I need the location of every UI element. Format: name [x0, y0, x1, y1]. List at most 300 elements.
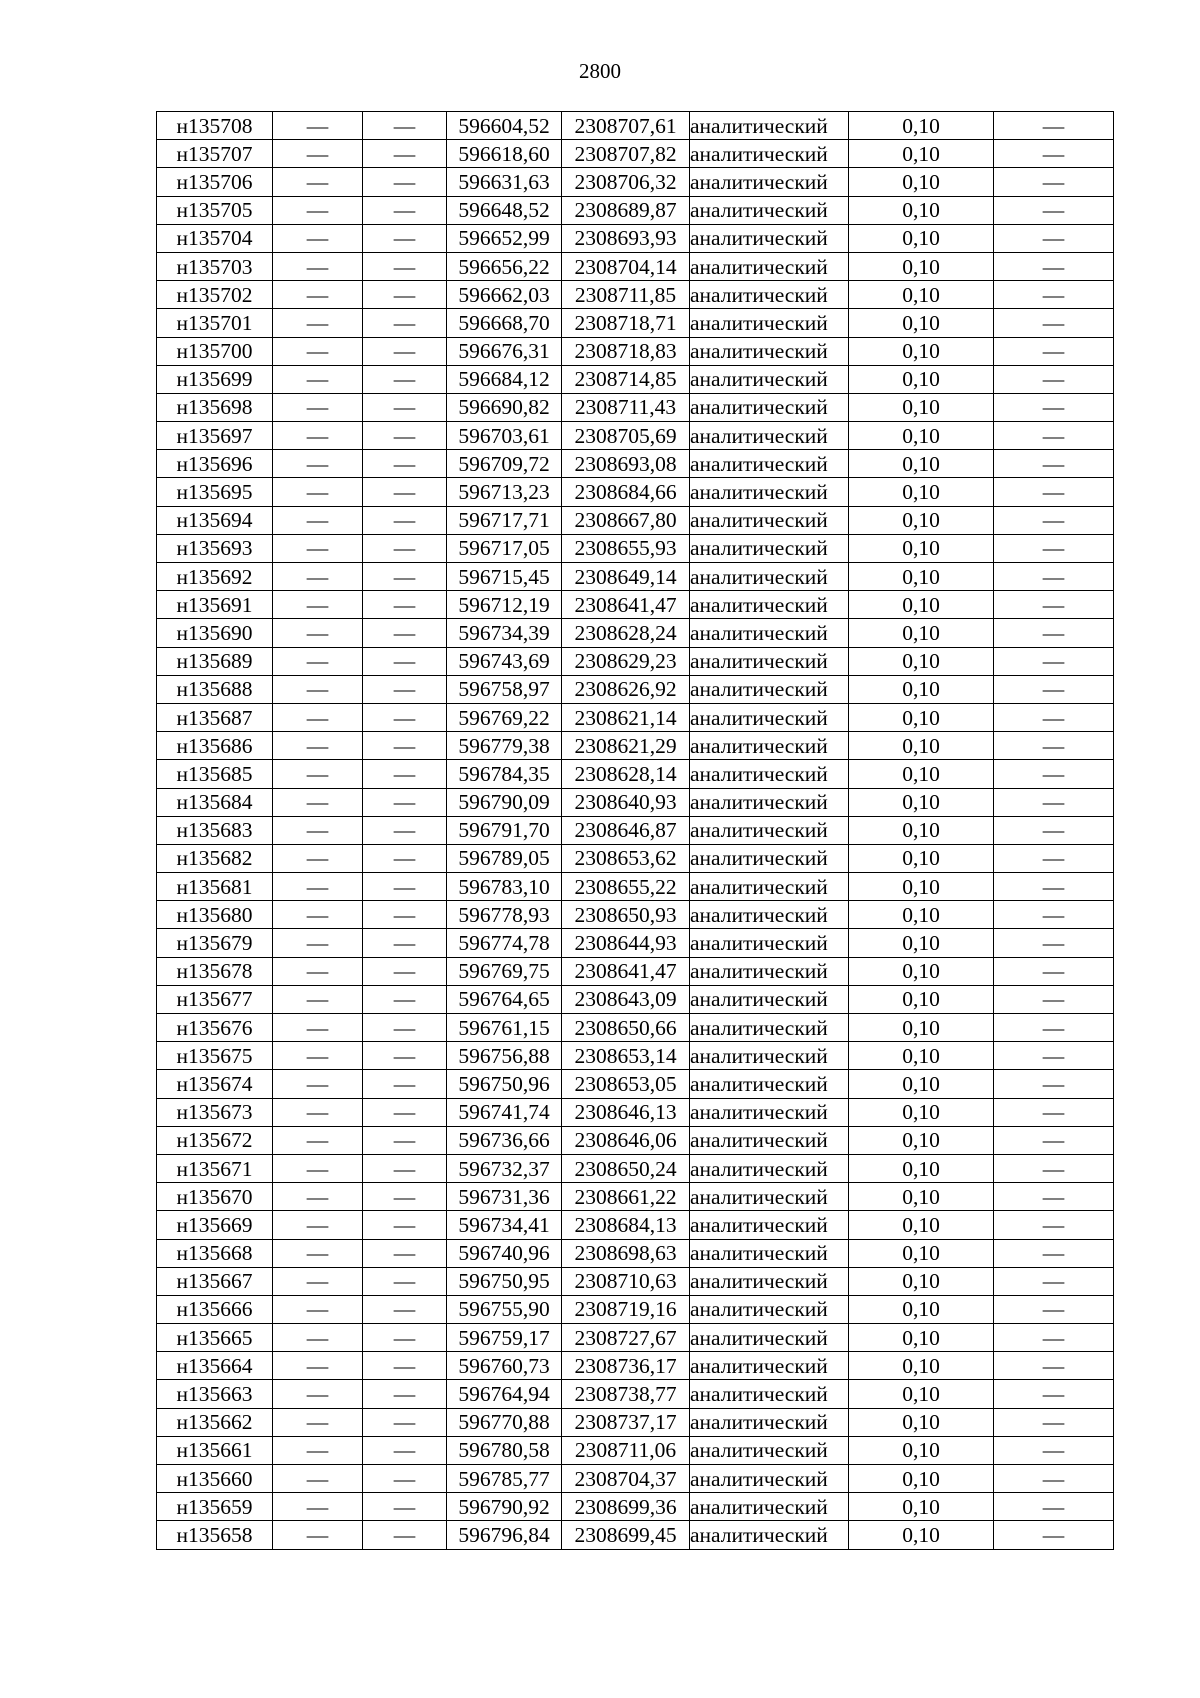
table-row — [157, 1098, 1114, 1126]
point-id-cell: н135692 — [157, 563, 273, 591]
y-coordinate-cell: 2308643,09 — [562, 985, 690, 1013]
x-coordinate-cell: 596684,12 — [447, 365, 562, 393]
dash-cell: — — [994, 1183, 1114, 1211]
y-coordinate-cell: 2308646,06 — [562, 1126, 690, 1154]
table-row — [157, 732, 1114, 760]
table-row — [157, 675, 1114, 703]
dash-cell: — — [994, 957, 1114, 985]
point-id-cell: н135706 — [157, 168, 273, 196]
dash-cell: — — [363, 252, 447, 280]
y-coordinate-cell: 2308653,05 — [562, 1070, 690, 1098]
dash-cell: — — [273, 1211, 363, 1239]
point-id-cell: н135705 — [157, 196, 273, 224]
x-coordinate-cell: 596750,95 — [447, 1267, 562, 1295]
point-id-cell: н135677 — [157, 985, 273, 1013]
accuracy-cell: 0,10 — [849, 788, 994, 816]
dash-cell: — — [363, 196, 447, 224]
table-row — [157, 196, 1114, 224]
x-coordinate-cell: 596743,69 — [447, 647, 562, 675]
dash-cell: — — [363, 703, 447, 731]
point-id-cell: н135695 — [157, 478, 273, 506]
x-coordinate-cell: 596779,38 — [447, 732, 562, 760]
x-coordinate-cell: 596764,94 — [447, 1380, 562, 1408]
dash-cell: — — [363, 1098, 447, 1126]
x-coordinate-cell: 596774,78 — [447, 929, 562, 957]
point-id-cell: н135683 — [157, 816, 273, 844]
y-coordinate-cell: 2308718,71 — [562, 309, 690, 337]
dash-cell: — — [363, 112, 447, 140]
dash-cell: — — [994, 1126, 1114, 1154]
dash-cell: — — [363, 168, 447, 196]
dash-cell: — — [994, 1493, 1114, 1521]
dash-cell: — — [273, 1324, 363, 1352]
y-coordinate-cell: 2308711,43 — [562, 393, 690, 421]
dash-cell: — — [273, 252, 363, 280]
accuracy-cell: 0,10 — [849, 196, 994, 224]
method-cell: аналитический — [690, 760, 849, 788]
point-id-cell: н135672 — [157, 1126, 273, 1154]
y-coordinate-cell: 2308650,93 — [562, 901, 690, 929]
dash-cell: — — [994, 591, 1114, 619]
x-coordinate-cell: 596715,45 — [447, 563, 562, 591]
dash-cell: — — [363, 1211, 447, 1239]
dash-cell: — — [994, 788, 1114, 816]
x-coordinate-cell: 596736,66 — [447, 1126, 562, 1154]
dash-cell: — — [994, 224, 1114, 252]
dash-cell: — — [994, 168, 1114, 196]
dash-cell: — — [363, 534, 447, 562]
method-cell: аналитический — [690, 393, 849, 421]
dash-cell: — — [273, 112, 363, 140]
accuracy-cell: 0,10 — [849, 1183, 994, 1211]
dash-cell: — — [273, 1154, 363, 1182]
method-cell: аналитический — [690, 1126, 849, 1154]
point-id-cell: н135670 — [157, 1183, 273, 1211]
point-id-cell: н135667 — [157, 1267, 273, 1295]
y-coordinate-cell: 2308655,22 — [562, 873, 690, 901]
y-coordinate-cell: 2308711,85 — [562, 281, 690, 309]
method-cell: аналитический — [690, 1380, 849, 1408]
dash-cell: — — [994, 196, 1114, 224]
dash-cell: — — [994, 1267, 1114, 1295]
y-coordinate-cell: 2308710,63 — [562, 1267, 690, 1295]
dash-cell: — — [994, 1239, 1114, 1267]
table-row — [157, 1465, 1114, 1493]
dash-cell: — — [273, 1352, 363, 1380]
y-coordinate-cell: 2308719,16 — [562, 1295, 690, 1323]
y-coordinate-cell: 2308621,14 — [562, 703, 690, 731]
dash-cell: — — [994, 873, 1114, 901]
accuracy-cell: 0,10 — [849, 1324, 994, 1352]
y-coordinate-cell: 2308653,14 — [562, 1042, 690, 1070]
table-row — [157, 1408, 1114, 1436]
point-id-cell: н135703 — [157, 252, 273, 280]
dash-cell: — — [363, 506, 447, 534]
x-coordinate-cell: 596790,09 — [447, 788, 562, 816]
dash-cell: — — [363, 450, 447, 478]
x-coordinate-cell: 596662,03 — [447, 281, 562, 309]
x-coordinate-cell: 596656,22 — [447, 252, 562, 280]
method-cell: аналитический — [690, 168, 849, 196]
table-row — [157, 112, 1114, 140]
x-coordinate-cell: 596760,73 — [447, 1352, 562, 1380]
method-cell: аналитический — [690, 1014, 849, 1042]
dash-cell: — — [363, 309, 447, 337]
accuracy-cell: 0,10 — [849, 1295, 994, 1323]
point-id-cell: н135684 — [157, 788, 273, 816]
dash-cell: — — [363, 760, 447, 788]
dash-cell: — — [273, 788, 363, 816]
dash-cell: — — [994, 337, 1114, 365]
dash-cell: — — [994, 619, 1114, 647]
table-row — [157, 224, 1114, 252]
x-coordinate-cell: 596769,22 — [447, 703, 562, 731]
dash-cell: — — [994, 393, 1114, 421]
table-row — [157, 393, 1114, 421]
x-coordinate-cell: 596668,70 — [447, 309, 562, 337]
x-coordinate-cell: 596778,93 — [447, 901, 562, 929]
dash-cell: — — [273, 703, 363, 731]
table-row — [157, 478, 1114, 506]
dash-cell: — — [994, 985, 1114, 1013]
dash-cell: — — [363, 647, 447, 675]
dash-cell: — — [994, 1408, 1114, 1436]
dash-cell: — — [363, 591, 447, 619]
accuracy-cell: 0,10 — [849, 1521, 994, 1549]
accuracy-cell: 0,10 — [849, 1352, 994, 1380]
y-coordinate-cell: 2308684,66 — [562, 478, 690, 506]
accuracy-cell: 0,10 — [849, 1098, 994, 1126]
accuracy-cell: 0,10 — [849, 1408, 994, 1436]
method-cell: аналитический — [690, 1211, 849, 1239]
x-coordinate-cell: 596756,88 — [447, 1042, 562, 1070]
dash-cell: — — [363, 1154, 447, 1182]
table-row — [157, 957, 1114, 985]
method-cell: аналитический — [690, 816, 849, 844]
point-id-cell: н135665 — [157, 1324, 273, 1352]
dash-cell: — — [273, 224, 363, 252]
method-cell: аналитический — [690, 675, 849, 703]
dash-cell: — — [994, 281, 1114, 309]
method-cell: аналитический — [690, 985, 849, 1013]
y-coordinate-cell: 2308738,77 — [562, 1380, 690, 1408]
dash-cell: — — [363, 1324, 447, 1352]
dash-cell: — — [994, 365, 1114, 393]
y-coordinate-cell: 2308707,82 — [562, 140, 690, 168]
accuracy-cell: 0,10 — [849, 1042, 994, 1070]
dash-cell: — — [273, 1521, 363, 1549]
dash-cell: — — [273, 196, 363, 224]
method-cell: аналитический — [690, 1408, 849, 1436]
dash-cell: — — [363, 1183, 447, 1211]
method-cell: аналитический — [690, 1239, 849, 1267]
dash-cell: — — [994, 929, 1114, 957]
y-coordinate-cell: 2308705,69 — [562, 422, 690, 450]
dash-cell: — — [363, 337, 447, 365]
method-cell: аналитический — [690, 196, 849, 224]
method-cell: аналитический — [690, 1098, 849, 1126]
method-cell: аналитический — [690, 591, 849, 619]
method-cell: аналитический — [690, 506, 849, 534]
method-cell: аналитический — [690, 478, 849, 506]
dash-cell: — — [994, 422, 1114, 450]
dash-cell: — — [363, 844, 447, 872]
dash-cell: — — [273, 901, 363, 929]
accuracy-cell: 0,10 — [849, 309, 994, 337]
dash-cell: — — [994, 844, 1114, 872]
table-row — [157, 1126, 1114, 1154]
method-cell: аналитический — [690, 788, 849, 816]
dash-cell: — — [994, 534, 1114, 562]
dash-cell: — — [994, 901, 1114, 929]
accuracy-cell: 0,10 — [849, 1380, 994, 1408]
table-row — [157, 1267, 1114, 1295]
table-row — [157, 563, 1114, 591]
table-row — [157, 929, 1114, 957]
dash-cell: — — [273, 1436, 363, 1464]
dash-cell: — — [994, 703, 1114, 731]
x-coordinate-cell: 596734,41 — [447, 1211, 562, 1239]
x-coordinate-cell: 596770,88 — [447, 1408, 562, 1436]
table-row — [157, 1352, 1114, 1380]
x-coordinate-cell: 596734,39 — [447, 619, 562, 647]
table-row — [157, 873, 1114, 901]
x-coordinate-cell: 596713,23 — [447, 478, 562, 506]
dash-cell: — — [273, 478, 363, 506]
dash-cell: — — [363, 1070, 447, 1098]
table-row — [157, 788, 1114, 816]
y-coordinate-cell: 2308626,92 — [562, 675, 690, 703]
dash-cell: — — [273, 619, 363, 647]
x-coordinate-cell: 596750,96 — [447, 1070, 562, 1098]
dash-cell: — — [363, 1042, 447, 1070]
accuracy-cell: 0,10 — [849, 112, 994, 140]
dash-cell: — — [994, 732, 1114, 760]
x-coordinate-cell: 596731,36 — [447, 1183, 562, 1211]
y-coordinate-cell: 2308736,17 — [562, 1352, 690, 1380]
point-id-cell: н135678 — [157, 957, 273, 985]
table-row — [157, 844, 1114, 872]
dash-cell: — — [994, 1042, 1114, 1070]
method-cell: аналитический — [690, 1436, 849, 1464]
method-cell: аналитический — [690, 1352, 849, 1380]
y-coordinate-cell: 2308693,93 — [562, 224, 690, 252]
accuracy-cell: 0,10 — [849, 1239, 994, 1267]
dash-cell: — — [273, 365, 363, 393]
accuracy-cell: 0,10 — [849, 506, 994, 534]
dash-cell: — — [363, 422, 447, 450]
accuracy-cell: 0,10 — [849, 534, 994, 562]
method-cell: аналитический — [690, 1070, 849, 1098]
y-coordinate-cell: 2308628,14 — [562, 760, 690, 788]
y-coordinate-cell: 2308699,45 — [562, 1521, 690, 1549]
accuracy-cell: 0,10 — [849, 929, 994, 957]
point-id-cell: н135707 — [157, 140, 273, 168]
y-coordinate-cell: 2308704,14 — [562, 252, 690, 280]
table-row — [157, 985, 1114, 1013]
y-coordinate-cell: 2308704,37 — [562, 1465, 690, 1493]
dash-cell: — — [363, 1521, 447, 1549]
dash-cell: — — [994, 1154, 1114, 1182]
dash-cell: — — [363, 985, 447, 1013]
accuracy-cell: 0,10 — [849, 1493, 994, 1521]
x-coordinate-cell: 596717,71 — [447, 506, 562, 534]
y-coordinate-cell: 2308693,08 — [562, 450, 690, 478]
dash-cell: — — [273, 675, 363, 703]
x-coordinate-cell: 596758,97 — [447, 675, 562, 703]
accuracy-cell: 0,10 — [849, 675, 994, 703]
dash-cell: — — [273, 281, 363, 309]
table-row — [157, 816, 1114, 844]
page-number: 2800 — [579, 59, 621, 83]
point-id-cell: н135694 — [157, 506, 273, 534]
method-cell: аналитический — [690, 901, 849, 929]
dash-cell: — — [273, 393, 363, 421]
accuracy-cell: 0,10 — [849, 252, 994, 280]
dash-cell: — — [363, 1126, 447, 1154]
y-coordinate-cell: 2308718,83 — [562, 337, 690, 365]
dash-cell: — — [363, 393, 447, 421]
table-row — [157, 1183, 1114, 1211]
method-cell: аналитический — [690, 252, 849, 280]
dash-cell: — — [994, 252, 1114, 280]
dash-cell: — — [363, 788, 447, 816]
y-coordinate-cell: 2308649,14 — [562, 563, 690, 591]
y-coordinate-cell: 2308650,66 — [562, 1014, 690, 1042]
method-cell: аналитический — [690, 732, 849, 760]
accuracy-cell: 0,10 — [849, 1436, 994, 1464]
y-coordinate-cell: 2308644,93 — [562, 929, 690, 957]
dash-cell: — — [994, 1436, 1114, 1464]
accuracy-cell: 0,10 — [849, 393, 994, 421]
accuracy-cell: 0,10 — [849, 224, 994, 252]
x-coordinate-cell: 596703,61 — [447, 422, 562, 450]
y-coordinate-cell: 2308698,63 — [562, 1239, 690, 1267]
point-id-cell: н135698 — [157, 393, 273, 421]
dash-cell: — — [994, 760, 1114, 788]
dash-cell: — — [363, 1380, 447, 1408]
method-cell: аналитический — [690, 647, 849, 675]
accuracy-cell: 0,10 — [849, 901, 994, 929]
dash-cell: — — [363, 365, 447, 393]
dash-cell: — — [994, 647, 1114, 675]
dash-cell: — — [273, 1098, 363, 1126]
point-id-cell: н135697 — [157, 422, 273, 450]
dash-cell: — — [363, 1465, 447, 1493]
x-coordinate-cell: 596755,90 — [447, 1295, 562, 1323]
dash-cell: — — [273, 1183, 363, 1211]
point-id-cell: н135688 — [157, 675, 273, 703]
dash-cell: — — [363, 1493, 447, 1521]
dash-cell: — — [363, 1295, 447, 1323]
x-coordinate-cell: 596717,05 — [447, 534, 562, 562]
dash-cell: — — [994, 1521, 1114, 1549]
accuracy-cell: 0,10 — [849, 563, 994, 591]
dash-cell: — — [363, 619, 447, 647]
dash-cell: — — [273, 732, 363, 760]
method-cell: аналитический — [690, 450, 849, 478]
dash-cell: — — [363, 1436, 447, 1464]
dash-cell: — — [363, 675, 447, 703]
dash-cell: — — [273, 1070, 363, 1098]
dash-cell: — — [273, 647, 363, 675]
accuracy-cell: 0,10 — [849, 365, 994, 393]
point-id-cell: н135674 — [157, 1070, 273, 1098]
table-row — [157, 1295, 1114, 1323]
y-coordinate-cell: 2308706,32 — [562, 168, 690, 196]
table-row — [157, 647, 1114, 675]
point-id-cell: н135679 — [157, 929, 273, 957]
point-id-cell: н135668 — [157, 1239, 273, 1267]
dash-cell: — — [994, 140, 1114, 168]
x-coordinate-cell: 596791,70 — [447, 816, 562, 844]
x-coordinate-cell: 596784,35 — [447, 760, 562, 788]
dash-cell: — — [363, 1014, 447, 1042]
dash-cell: — — [273, 337, 363, 365]
method-cell: аналитический — [690, 703, 849, 731]
accuracy-cell: 0,10 — [849, 844, 994, 872]
accuracy-cell: 0,10 — [849, 1070, 994, 1098]
dash-cell: — — [363, 901, 447, 929]
method-cell: аналитический — [690, 1183, 849, 1211]
dash-cell: — — [363, 1239, 447, 1267]
x-coordinate-cell: 596796,84 — [447, 1521, 562, 1549]
point-id-cell: н135660 — [157, 1465, 273, 1493]
point-id-cell: н135701 — [157, 309, 273, 337]
x-coordinate-cell: 596604,52 — [447, 112, 562, 140]
table-row — [157, 1521, 1114, 1549]
dash-cell: — — [273, 1239, 363, 1267]
x-coordinate-cell: 596741,74 — [447, 1098, 562, 1126]
method-cell: аналитический — [690, 1324, 849, 1352]
coordinates-table — [156, 111, 1114, 1550]
table-row — [157, 534, 1114, 562]
accuracy-cell: 0,10 — [849, 591, 994, 619]
method-cell: аналитический — [690, 422, 849, 450]
point-id-cell: н135687 — [157, 703, 273, 731]
point-id-cell: н135700 — [157, 337, 273, 365]
table-row — [157, 252, 1114, 280]
table-row — [157, 1014, 1114, 1042]
table-row — [157, 422, 1114, 450]
point-id-cell: н135680 — [157, 901, 273, 929]
dash-cell: — — [363, 224, 447, 252]
table-row — [157, 309, 1114, 337]
dash-cell: — — [363, 732, 447, 760]
dash-cell: — — [363, 281, 447, 309]
method-cell: аналитический — [690, 1154, 849, 1182]
point-id-cell: н135662 — [157, 1408, 273, 1436]
x-coordinate-cell: 596759,17 — [447, 1324, 562, 1352]
x-coordinate-cell: 596785,77 — [447, 1465, 562, 1493]
x-coordinate-cell: 596769,75 — [447, 957, 562, 985]
dash-cell: — — [994, 1380, 1114, 1408]
y-coordinate-cell: 2308629,23 — [562, 647, 690, 675]
point-id-cell: н135693 — [157, 534, 273, 562]
point-id-cell: н135663 — [157, 1380, 273, 1408]
x-coordinate-cell: 596618,60 — [447, 140, 562, 168]
table-row — [157, 1042, 1114, 1070]
dash-cell: — — [363, 478, 447, 506]
point-id-cell: н135704 — [157, 224, 273, 252]
dash-cell: — — [273, 957, 363, 985]
method-cell: аналитический — [690, 140, 849, 168]
dash-cell: — — [273, 873, 363, 901]
table-row — [157, 1436, 1114, 1464]
accuracy-cell: 0,10 — [849, 140, 994, 168]
table-row — [157, 619, 1114, 647]
accuracy-cell: 0,10 — [849, 985, 994, 1013]
